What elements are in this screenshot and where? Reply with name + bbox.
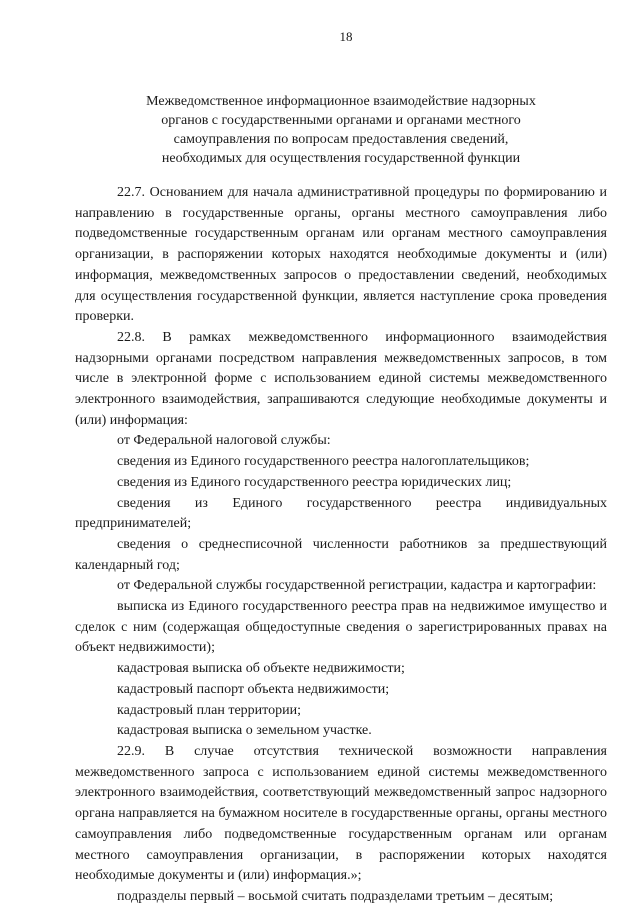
list-item: кадастровый паспорт объекта недвижимости;	[117, 681, 390, 697]
list-item-rosreestr: от Федеральной службы государственной регистрации, кадастра и картографии:	[117, 578, 597, 594]
page-number: 18	[339, 29, 353, 44]
list-item: сведения из Единого государственного реестра налогоплательщиков;	[117, 454, 530, 470]
list-item: сведения из Единого государственного реестра юридических лиц;	[117, 474, 512, 490]
heading-line: Межведомственное информационное взаимодействие надзорных	[146, 94, 536, 109]
paragraph-22-9: 22.9. В случае отсутствия технической возможности направления межведомственного запроса с использованием единой системы межведомственного электронного взаимодействия, соответствующий межведомственный запрос надзорного органа направляется на бумажном носителе в государственные органы, органы местного самоуправления либо подведомственные государственным органам или органам местного самоуправления организации, в распоряжении которых находятся необходимые документы и (или) информация.»;	[75, 743, 607, 884]
heading-line: необходимых для осуществления государственной функции	[161, 151, 521, 166]
list-item-fns: от Федеральной налоговой службы:	[117, 433, 331, 449]
list-item: выписка из Единого государственного реестра прав на недвижимое имущество и сделок с ним (содержащая общедоступные сведения о зарегистрированных правах на объект недвижимости);	[75, 599, 607, 656]
heading-line: органов с государственными органами и органами местного	[161, 113, 521, 128]
document-body	[75, 183, 607, 908]
list-item: сведения о среднесписочной численности работников за предшествующий календарный год;	[75, 536, 607, 573]
heading-line: самоуправления по вопросам предоставления сведений,	[173, 132, 509, 147]
paragraph-22-8: 22.8. В рамках межведомственного информационного взаимодействия надзорными органами посредством направления межведомственных запросов, в том числе в электронной форме с использованием единой системы межведомственного электронного взаимодействия, запрашиваются следующие необходимые документы и (или) информация:	[75, 329, 607, 428]
list-item: сведения из Единого государственного реестра индивидуальных предпринимателей;	[75, 495, 607, 532]
list-item: кадастровая выписка об объекте недвижимости;	[117, 661, 405, 677]
list-item: кадастровый план территории;	[117, 702, 301, 718]
list-item: кадастровая выписка о земельном участке.	[117, 723, 372, 739]
closing-paragraph: подразделы первый – восьмой считать подразделами третьим – десятым;	[117, 888, 554, 904]
document-page	[75, 28, 607, 908]
paragraph-22-7: 22.7. Основанием для начала административной процедуры по формированию и направлению в государственные органы, органы местного самоуправления либо подведомственные государственным органам или органам местного самоуправления организации, в распоряжении которых находятся необходимые документы и (или) информация, межведомственных запросов о предоставлении сведений, необходимых для осуществления государственной функции, является наступление срока проведения проверки.	[75, 185, 607, 325]
section-heading	[75, 92, 607, 168]
